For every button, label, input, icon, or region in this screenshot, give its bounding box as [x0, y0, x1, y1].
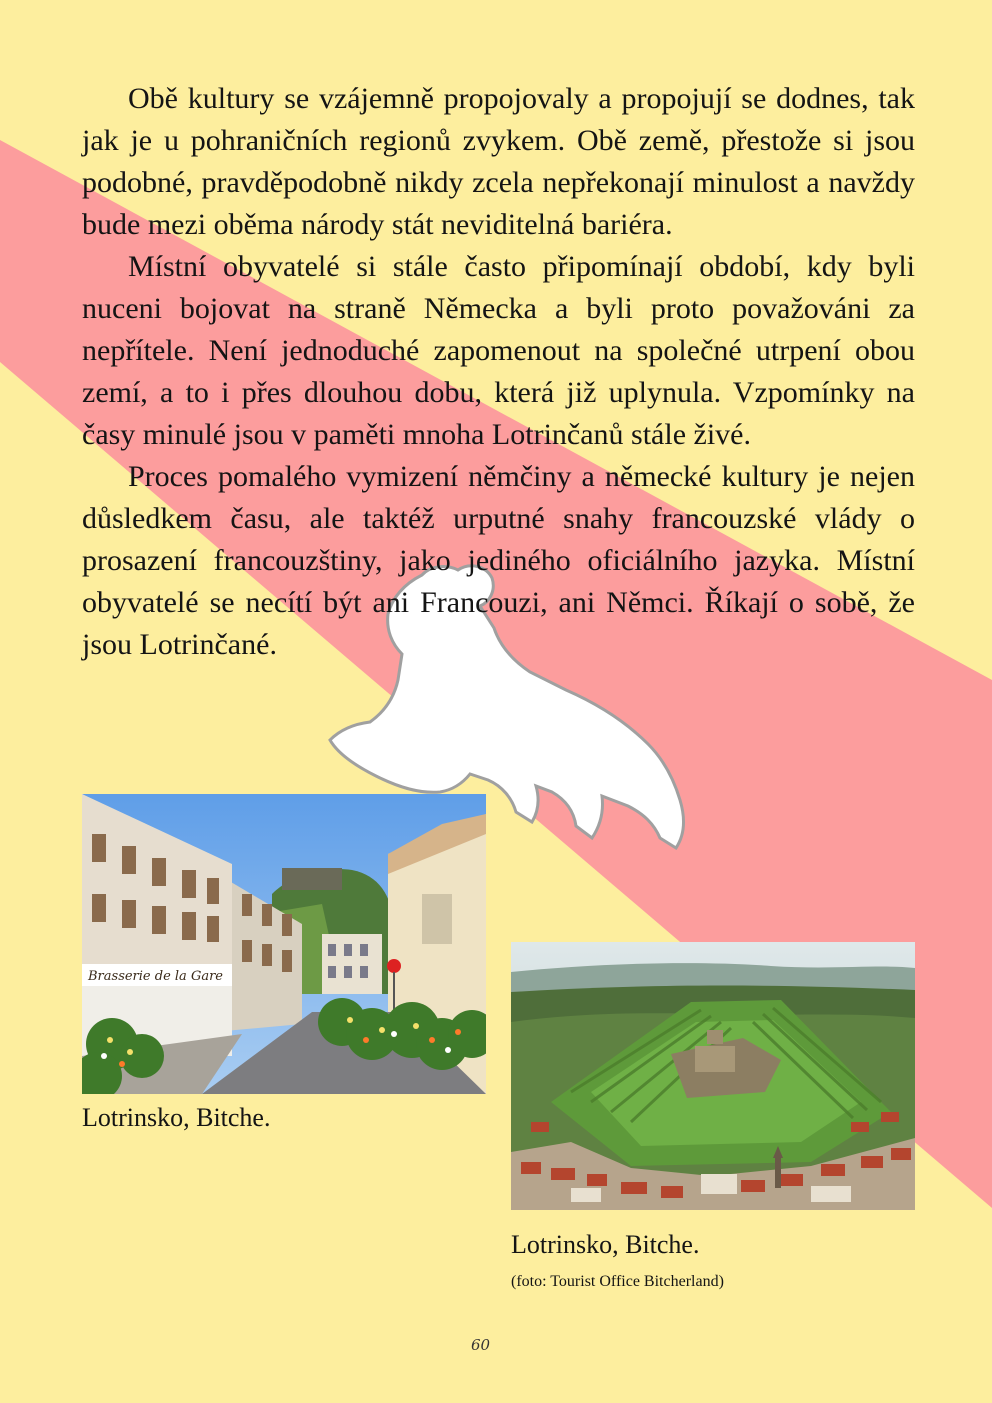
paragraph-2: Místní obyvatelé si stále často připomínají období, kdy byli nuceni bojovat na straně Německa a byli proto považováni za nepřítele. Není jednoduché zapomenout na společné utrpení obou zemí, a to i přes dlouhou dobu, která již uplynula. Vzpomínky na časy minulé jsou v paměti mnoha Lotrinčanů stále živé.: [82, 250, 915, 451]
body-text: [82, 78, 915, 666]
citadel-photo-caption: Lotrinsko, Bitche.: [511, 1230, 700, 1259]
photo-credit: (foto: Tourist Office Bitcherland): [511, 1273, 724, 1290]
brasserie-sign: Brasserie de la Gare: [88, 969, 223, 984]
page-number: 60: [471, 1336, 491, 1354]
street-photo-caption: Lotrinsko, Bitche.: [82, 1103, 271, 1132]
citadel-photo: [511, 942, 915, 1210]
paragraph-3: Proces pomalého vymizení němčiny a německé kultury je nejen důsledkem času, ale taktéž urputné snahy francouzské vlády o prosazení francouzštiny, jako jediného oficiálního jazyka. Místní obyvatelé se necítí být ani Francouzi, ani Němci. Říkají o sobě, že jsou Lotrinčané.: [82, 460, 915, 661]
street-photo: [82, 794, 486, 1094]
paragraph-1: Obě kultury se vzájemně propojovaly a propojují se dodnes, tak jak je u pohraničních regionů zvykem. Obě země, přestože si jsou podobné, pravděpodobně nikdy zcela nepřekonají minulost a navždy bude mezi oběma národy stát neviditelná bariéra.: [82, 82, 915, 241]
